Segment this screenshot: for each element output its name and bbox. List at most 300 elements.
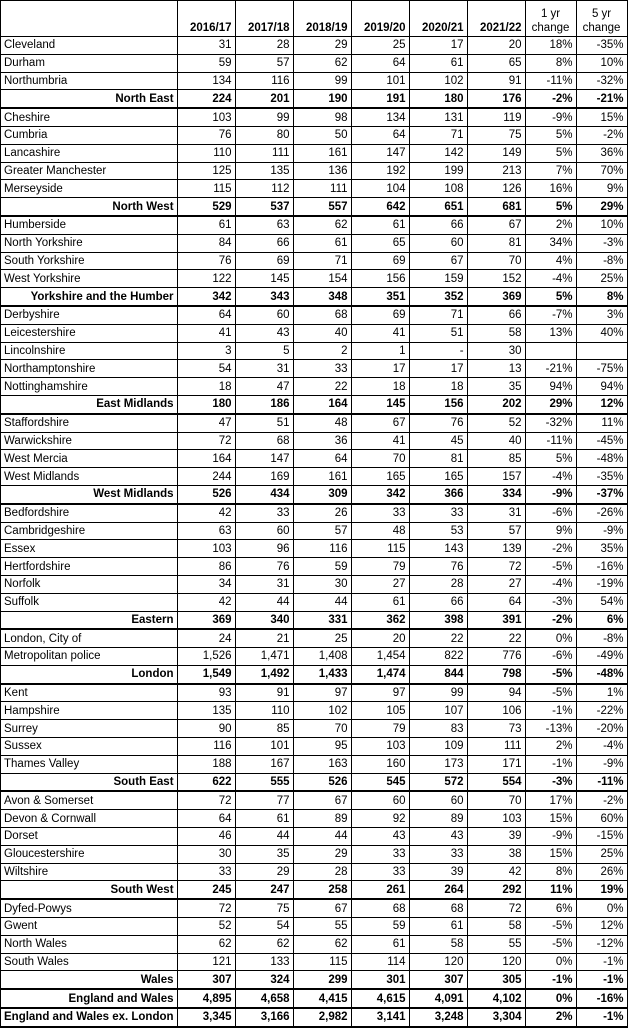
value-cell: 309 — [293, 485, 351, 503]
value-cell: 22 — [409, 629, 467, 647]
value-cell: 0% — [576, 899, 627, 917]
row-label-cell: Nottinghamshire — [1, 378, 178, 396]
value-cell: 106 — [467, 702, 525, 720]
value-cell: 115 — [177, 180, 235, 198]
value-cell — [576, 342, 627, 360]
value-cell: 307 — [409, 971, 467, 989]
value-cell: -15% — [576, 828, 627, 846]
value-cell: 52 — [177, 918, 235, 936]
value-cell: 25 — [351, 37, 409, 55]
value-cell: -1% — [525, 755, 576, 773]
value-cell: 48 — [351, 522, 409, 540]
value-cell: 15% — [525, 845, 576, 863]
value-cell: 352 — [409, 288, 467, 306]
value-cell: 61 — [351, 593, 409, 611]
value-cell: 4% — [525, 252, 576, 270]
row-label-cell: England and Wales — [1, 989, 178, 1008]
value-cell: 186 — [235, 395, 293, 413]
value-cell: 64 — [293, 450, 351, 468]
value-cell: -4% — [576, 738, 627, 756]
value-cell: 58 — [409, 935, 467, 953]
table-row — [1, 468, 628, 486]
value-cell: -32% — [525, 414, 576, 432]
value-cell: -16% — [576, 558, 627, 576]
value-cell: 85 — [235, 720, 293, 738]
value-cell: 64 — [177, 810, 235, 828]
value-cell: 1% — [576, 684, 627, 702]
value-cell: 33 — [293, 360, 351, 378]
value-cell: -26% — [576, 504, 627, 522]
value-cell: 62 — [235, 935, 293, 953]
row-label-cell: Lincolnshire — [1, 342, 178, 360]
value-cell: -45% — [576, 432, 627, 450]
value-cell: 27 — [351, 575, 409, 593]
row-label-cell: Hampshire — [1, 702, 178, 720]
value-cell: 116 — [235, 72, 293, 90]
row-label-cell: Kent — [1, 684, 178, 702]
value-cell — [525, 342, 576, 360]
region-subtotal-row — [1, 288, 628, 306]
value-cell: 54 — [177, 360, 235, 378]
row-label-cell: Yorkshire and the Humber — [1, 288, 178, 306]
value-cell: 33 — [351, 845, 409, 863]
table-body — [1, 37, 628, 1027]
table-row — [1, 108, 628, 126]
row-label-cell: Northamptonshire — [1, 360, 178, 378]
value-cell: 105 — [351, 702, 409, 720]
value-cell: 434 — [235, 485, 293, 503]
value-cell: 29 — [293, 37, 351, 55]
value-cell: 42 — [467, 863, 525, 881]
value-cell: -3% — [576, 234, 627, 252]
value-cell: 9% — [525, 522, 576, 540]
value-cell: 51 — [409, 324, 467, 342]
value-cell: 2,982 — [293, 1008, 351, 1027]
value-cell: 101 — [235, 738, 293, 756]
value-cell: 33 — [409, 845, 467, 863]
row-label-cell: Suffolk — [1, 593, 178, 611]
value-cell: 122 — [177, 270, 235, 288]
value-cell: 135 — [235, 162, 293, 180]
value-cell: 61 — [409, 918, 467, 936]
value-cell: 114 — [351, 953, 409, 971]
value-cell: 99 — [293, 72, 351, 90]
value-cell: 17 — [409, 360, 467, 378]
value-cell: 334 — [467, 485, 525, 503]
value-cell: 2 — [293, 342, 351, 360]
table-row — [1, 845, 628, 863]
value-cell: -35% — [576, 468, 627, 486]
value-cell: 3,141 — [351, 1008, 409, 1027]
value-cell: 25 — [293, 629, 351, 647]
value-cell: 8% — [525, 54, 576, 72]
value-cell: 119 — [467, 108, 525, 126]
value-cell: 64 — [467, 593, 525, 611]
row-label-cell: North East — [1, 90, 178, 108]
region-subtotal-row — [1, 773, 628, 791]
row-label-cell: West Midlands — [1, 468, 178, 486]
value-cell: 22 — [467, 629, 525, 647]
table-row — [1, 450, 628, 468]
table-row — [1, 162, 628, 180]
value-cell: -35% — [576, 37, 627, 55]
value-cell: 66 — [235, 234, 293, 252]
value-cell: 5% — [525, 288, 576, 306]
table-row — [1, 863, 628, 881]
table-row — [1, 593, 628, 611]
table-row — [1, 432, 628, 450]
table-row — [1, 72, 628, 90]
value-cell: 29 — [293, 845, 351, 863]
value-cell: 81 — [409, 450, 467, 468]
table-row — [1, 755, 628, 773]
value-cell: 26 — [293, 504, 351, 522]
value-cell: 348 — [293, 288, 351, 306]
table-row — [1, 540, 628, 558]
value-cell: 9% — [576, 180, 627, 198]
row-label-cell: South Wales — [1, 953, 178, 971]
value-cell: 52 — [467, 414, 525, 432]
value-cell: 2% — [525, 738, 576, 756]
value-cell: 76 — [235, 558, 293, 576]
header-row — [1, 1, 628, 37]
value-cell: 93 — [177, 684, 235, 702]
value-cell: 55 — [293, 918, 351, 936]
row-label-cell: Essex — [1, 540, 178, 558]
row-label-cell: Staffordshire — [1, 414, 178, 432]
value-cell: 15% — [576, 108, 627, 126]
value-cell: 8% — [576, 288, 627, 306]
value-cell: -21% — [576, 90, 627, 108]
value-cell: 71 — [293, 252, 351, 270]
row-label-cell: Bedfordshire — [1, 504, 178, 522]
value-cell: 28 — [235, 37, 293, 55]
value-cell: -5% — [525, 918, 576, 936]
value-cell: 31 — [467, 504, 525, 522]
value-cell: 366 — [409, 485, 467, 503]
value-cell: 16% — [525, 180, 576, 198]
value-cell: 29% — [576, 198, 627, 216]
value-cell: 94% — [576, 378, 627, 396]
value-cell: 10% — [576, 54, 627, 72]
value-cell: 4,102 — [467, 989, 525, 1008]
value-cell: 68 — [293, 306, 351, 324]
header-cell-area — [1, 1, 178, 37]
value-cell: 5% — [525, 198, 576, 216]
value-cell: 109 — [409, 738, 467, 756]
value-cell: 28 — [293, 863, 351, 881]
value-cell: 111 — [293, 180, 351, 198]
value-cell: 30 — [293, 575, 351, 593]
row-label-cell: South West — [1, 881, 178, 899]
region-subtotal-row — [1, 485, 628, 503]
value-cell: -1% — [576, 1008, 627, 1027]
table-row — [1, 126, 628, 144]
value-cell: 103 — [177, 108, 235, 126]
region-subtotal-row — [1, 395, 628, 413]
row-label-cell: Durham — [1, 54, 178, 72]
value-cell: 116 — [177, 738, 235, 756]
value-cell: 40 — [293, 324, 351, 342]
row-label-cell: East Midlands — [1, 395, 178, 413]
value-cell: 43 — [351, 828, 409, 846]
value-cell: 190 — [293, 90, 351, 108]
value-cell: -2% — [576, 126, 627, 144]
header-cell-2021-22: 2021/22 — [467, 1, 525, 37]
table-row — [1, 720, 628, 738]
value-cell: 169 — [235, 468, 293, 486]
value-cell: 125 — [177, 162, 235, 180]
value-cell: 65 — [467, 54, 525, 72]
value-cell: 398 — [409, 611, 467, 629]
value-cell: 44 — [235, 828, 293, 846]
value-cell: 84 — [177, 234, 235, 252]
row-label-cell: North Wales — [1, 935, 178, 953]
value-cell: 798 — [467, 665, 525, 683]
table-row — [1, 414, 628, 432]
value-cell: 33 — [351, 863, 409, 881]
header-cell-2018-19: 2018/19 — [293, 1, 351, 37]
row-label-cell: London — [1, 665, 178, 683]
value-cell: 351 — [351, 288, 409, 306]
value-cell: 39 — [409, 863, 467, 881]
value-cell: 161 — [293, 144, 351, 162]
value-cell: 29% — [525, 395, 576, 413]
value-cell: 66 — [409, 593, 467, 611]
value-cell: 65 — [351, 234, 409, 252]
value-cell: 202 — [467, 395, 525, 413]
value-cell: 152 — [467, 270, 525, 288]
value-cell: 191 — [351, 90, 409, 108]
value-cell: 20 — [467, 37, 525, 55]
value-cell: 135 — [177, 702, 235, 720]
value-cell: 69 — [235, 252, 293, 270]
value-cell: 145 — [235, 270, 293, 288]
value-cell: 90 — [177, 720, 235, 738]
table-row — [1, 54, 628, 72]
value-cell: 25% — [576, 845, 627, 863]
table-row — [1, 234, 628, 252]
value-cell: 30 — [177, 845, 235, 863]
value-cell: 622 — [177, 773, 235, 791]
value-cell: 59 — [177, 54, 235, 72]
region-subtotal-row — [1, 971, 628, 989]
value-cell: -9% — [525, 828, 576, 846]
value-cell: 70 — [467, 252, 525, 270]
value-cell: 48 — [293, 414, 351, 432]
value-cell: -12% — [576, 935, 627, 953]
table-row — [1, 360, 628, 378]
value-cell: 343 — [235, 288, 293, 306]
value-cell: 83 — [409, 720, 467, 738]
value-cell: 34 — [177, 575, 235, 593]
value-cell: 1,474 — [351, 665, 409, 683]
value-cell: 38 — [467, 845, 525, 863]
row-label-cell: Greater Manchester — [1, 162, 178, 180]
row-label-cell: Merseyside — [1, 180, 178, 198]
value-cell: 71 — [409, 126, 467, 144]
value-cell: 20 — [351, 629, 409, 647]
value-cell: 96 — [235, 540, 293, 558]
value-cell: 62 — [293, 54, 351, 72]
value-cell: -3% — [525, 773, 576, 791]
row-label-cell: Gwent — [1, 918, 178, 936]
value-cell: 34% — [525, 234, 576, 252]
value-cell: 62 — [293, 216, 351, 234]
value-cell: 844 — [409, 665, 467, 683]
value-cell: 94 — [467, 684, 525, 702]
value-cell: 40 — [467, 432, 525, 450]
value-cell: 121 — [177, 953, 235, 971]
value-cell: 54% — [576, 593, 627, 611]
value-cell: 2% — [525, 1008, 576, 1027]
row-label-cell: Hertfordshire — [1, 558, 178, 576]
value-cell: 526 — [177, 485, 235, 503]
value-cell: 60 — [351, 791, 409, 809]
value-cell: 24 — [177, 629, 235, 647]
value-cell: 156 — [351, 270, 409, 288]
value-cell: 91 — [235, 684, 293, 702]
value-cell: 11% — [525, 881, 576, 899]
value-cell: 192 — [351, 162, 409, 180]
value-cell: 8% — [525, 863, 576, 881]
table-row — [1, 270, 628, 288]
value-cell: -4% — [525, 270, 576, 288]
value-cell: 45 — [409, 432, 467, 450]
value-cell: 33 — [177, 863, 235, 881]
row-label-cell: West Yorkshire — [1, 270, 178, 288]
value-cell: 180 — [177, 395, 235, 413]
value-cell: 61 — [409, 54, 467, 72]
value-cell: 4,895 — [177, 989, 235, 1008]
value-cell: 160 — [351, 755, 409, 773]
value-cell: 80 — [235, 126, 293, 144]
value-cell: 149 — [467, 144, 525, 162]
value-cell: 76 — [177, 126, 235, 144]
row-label-cell: Lancashire — [1, 144, 178, 162]
value-cell: 545 — [351, 773, 409, 791]
value-cell: -13% — [525, 720, 576, 738]
table-row — [1, 648, 628, 666]
value-cell: 42 — [177, 504, 235, 522]
row-label-cell: Devon & Cornwall — [1, 810, 178, 828]
value-cell: 213 — [467, 162, 525, 180]
value-cell: 61 — [351, 216, 409, 234]
value-cell: 340 — [235, 611, 293, 629]
value-cell: 102 — [293, 702, 351, 720]
table-row — [1, 684, 628, 702]
value-cell: 29 — [235, 863, 293, 881]
value-cell: 111 — [235, 144, 293, 162]
value-cell: 299 — [293, 971, 351, 989]
header-cell-2020-21: 2020/21 — [409, 1, 467, 37]
value-cell: 61 — [235, 810, 293, 828]
value-cell: -2% — [525, 540, 576, 558]
table-row — [1, 504, 628, 522]
value-cell: 0% — [525, 629, 576, 647]
value-cell: -32% — [576, 72, 627, 90]
row-label-cell: Cumbria — [1, 126, 178, 144]
value-cell: 58 — [467, 918, 525, 936]
value-cell: 59 — [351, 918, 409, 936]
value-cell: -5% — [525, 935, 576, 953]
value-cell: 5% — [525, 144, 576, 162]
value-cell: 131 — [409, 108, 467, 126]
value-cell: 103 — [177, 540, 235, 558]
table-row — [1, 37, 628, 55]
row-label-cell: Cheshire — [1, 108, 178, 126]
value-cell: 57 — [235, 54, 293, 72]
header-cell-2016-17: 2016/17 — [177, 1, 235, 37]
value-cell: 1,492 — [235, 665, 293, 683]
row-label-cell: Dorset — [1, 828, 178, 846]
value-cell: 3% — [576, 306, 627, 324]
value-cell: 58 — [467, 324, 525, 342]
value-cell: -7% — [525, 306, 576, 324]
value-cell: 6% — [525, 899, 576, 917]
value-cell: 1,471 — [235, 648, 293, 666]
value-cell: 62 — [293, 935, 351, 953]
value-cell: 537 — [235, 198, 293, 216]
value-cell: 111 — [467, 738, 525, 756]
value-cell: 53 — [409, 522, 467, 540]
row-label-cell: Warwickshire — [1, 432, 178, 450]
row-label-cell: Northumbria — [1, 72, 178, 90]
table-row — [1, 144, 628, 162]
value-cell: 171 — [467, 755, 525, 773]
value-cell: 110 — [235, 702, 293, 720]
row-label-cell: West Midlands — [1, 485, 178, 503]
value-cell: 41 — [351, 432, 409, 450]
value-cell: 60 — [409, 791, 467, 809]
value-cell: 133 — [235, 953, 293, 971]
value-cell: -1% — [576, 953, 627, 971]
value-cell: 18 — [409, 378, 467, 396]
value-cell: 305 — [467, 971, 525, 989]
table-row — [1, 180, 628, 198]
value-cell: 18% — [525, 37, 576, 55]
value-cell: 110 — [177, 144, 235, 162]
value-cell: 95 — [293, 738, 351, 756]
value-cell: 19% — [576, 881, 627, 899]
value-cell: 67 — [409, 252, 467, 270]
value-cell: -8% — [576, 629, 627, 647]
value-cell: -9% — [576, 755, 627, 773]
region-subtotal-row — [1, 611, 628, 629]
row-label-cell: Eastern — [1, 611, 178, 629]
value-cell: 76 — [409, 558, 467, 576]
value-cell: -48% — [576, 450, 627, 468]
value-cell: 1 — [351, 342, 409, 360]
table-row — [1, 522, 628, 540]
value-cell: 369 — [177, 611, 235, 629]
table-row — [1, 252, 628, 270]
value-cell: -5% — [525, 684, 576, 702]
value-cell: 529 — [177, 198, 235, 216]
value-cell: 55 — [467, 935, 525, 953]
row-label-cell: Thames Valley — [1, 755, 178, 773]
value-cell: 47 — [177, 414, 235, 432]
value-cell: 12% — [576, 918, 627, 936]
value-cell: 59 — [293, 558, 351, 576]
table-row — [1, 558, 628, 576]
value-cell: 92 — [351, 810, 409, 828]
table-row — [1, 575, 628, 593]
value-cell: 5 — [235, 342, 293, 360]
value-cell: 33 — [409, 504, 467, 522]
value-cell: 44 — [293, 828, 351, 846]
value-cell: 107 — [409, 702, 467, 720]
